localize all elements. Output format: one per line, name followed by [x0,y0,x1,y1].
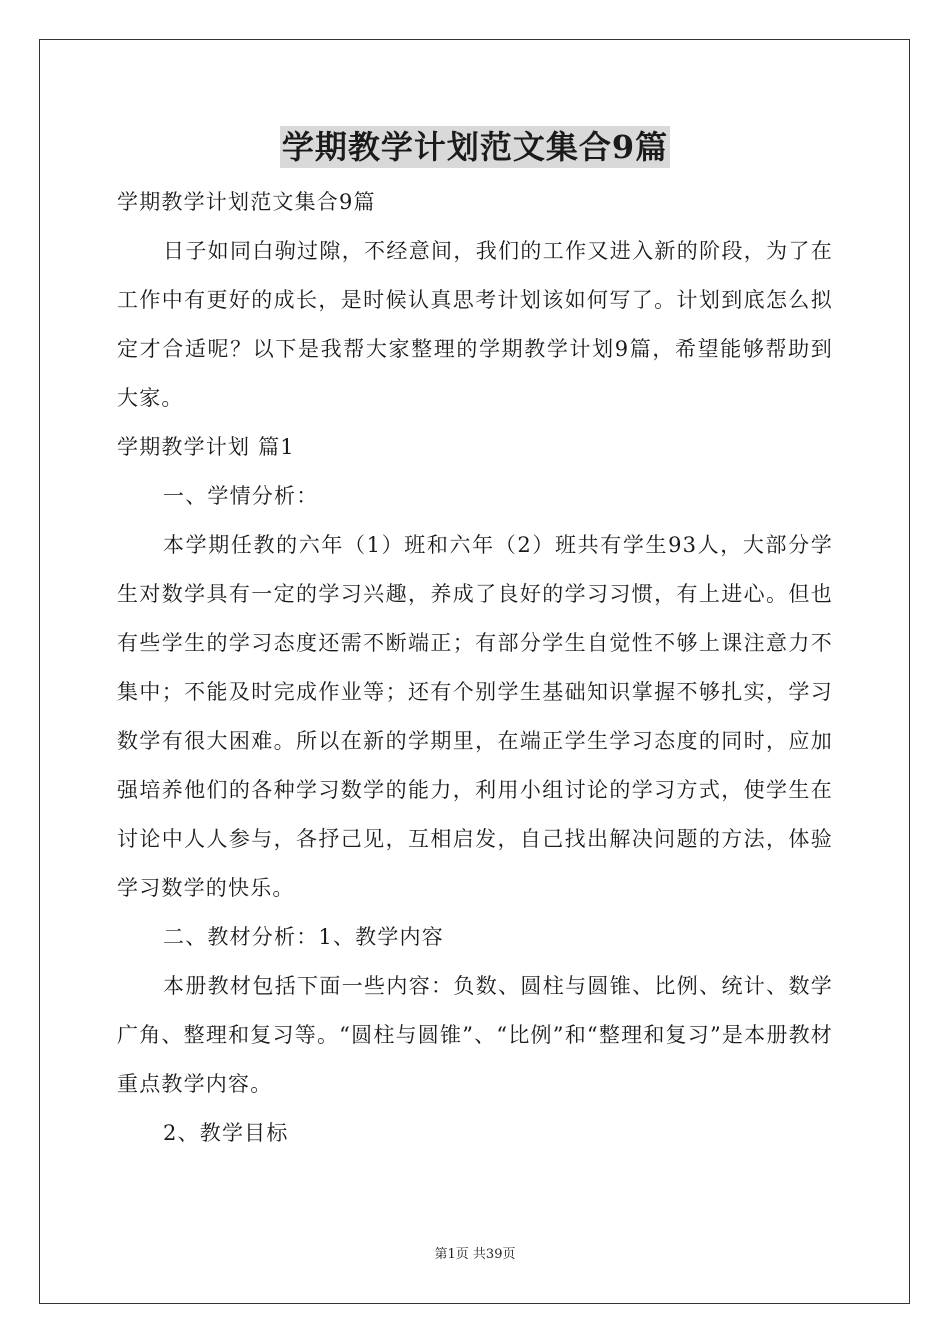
document-body [117,178,833,1158]
page-number: 第1页 共39页 [434,1247,516,1262]
title-wrap [0,126,950,168]
section-heading: 学期教学计划 篇1 [117,435,295,459]
page-footer [0,1246,950,1264]
page-title: 学期教学计划范文集合9篇 [281,128,669,166]
part1-paragraph: 本学期任教的六年（1）班和六年（2）班共有学生93人，大部分学生对数学具有一定的学习兴趣，养成了良好的学习习惯，有上进心。但也有些学生的学习态度还需不断端正；有部分学生自觉性不够上课注意力不集中；不能及时完成作业等；还有个别学生基础知识掌握不够扎实，学习数学有很大困难。所以在新的学期里，在端正学生学习态度的同时，应加强培养他们的各种学习数学的能力，利用小组讨论的学习方式，使学生在讨论中人人参与，各抒己见，互相启发，自己找出解决问题的方法，体验学习数学的快乐。 [117,533,833,900]
part2-heading: 二、教材分析：1、教学内容 [163,925,444,949]
part1-heading: 一、学情分析： [163,484,319,508]
intro-paragraph: 日子如同白驹过隙，不经意间，我们的工作又进入新的阶段，为了在工作中有更好的成长，是时候认真思考计划该如何写了。计划到底怎么拟定才合适呢？以下是我帮大家整理的学期教学计划9篇，希望能够帮助到大家。 [117,239,833,410]
part2-paragraph: 本册教材包括下面一些内容：负数、圆柱与圆锥、比例、统计、数学广角、整理和复习等。“圆柱与圆锥”、“比例”和“整理和复习”是本册教材重点教学内容。 [117,974,833,1096]
subtitle-line: 学期教学计划范文集合9篇 [117,190,376,214]
part2-subheading: 2、教学目标 [163,1121,289,1145]
